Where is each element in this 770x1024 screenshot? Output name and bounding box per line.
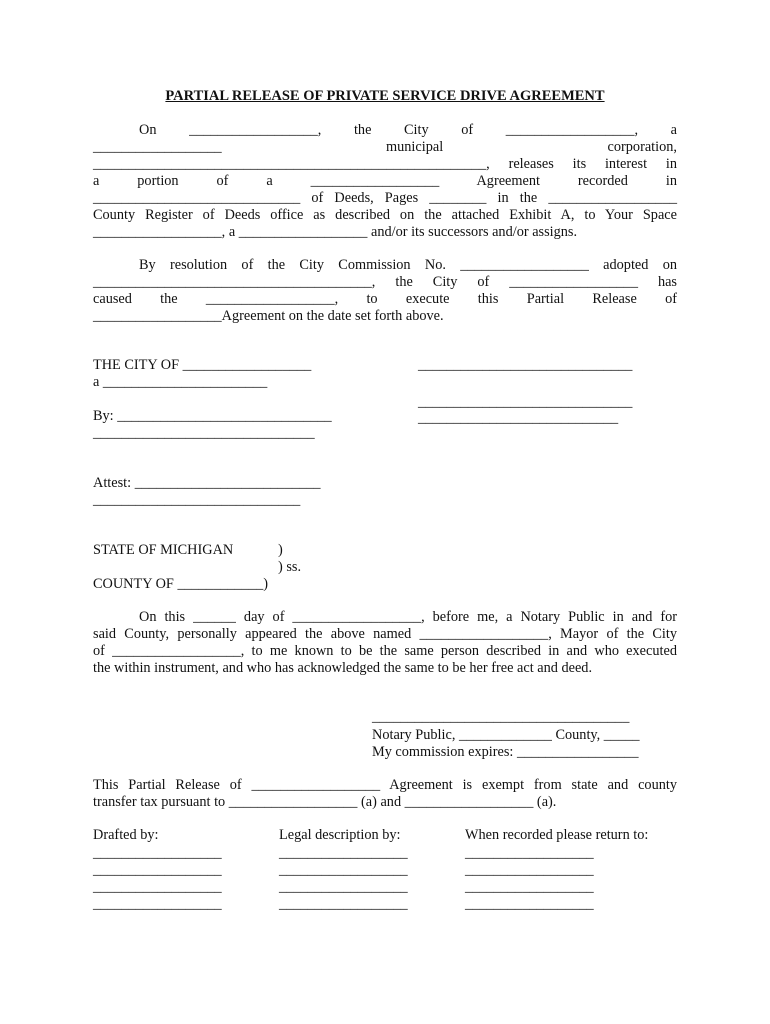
para2-line: By resolution of the City Commission No. __________________ adopted on	[139, 257, 677, 273]
right-signature-line: ____________________________	[418, 410, 619, 426]
drafted-by-blank: __________________	[93, 845, 222, 861]
drafted-by-label: Drafted by:	[93, 827, 159, 843]
return-to-blank: __________________	[465, 845, 594, 861]
para1-line: a portion of a __________________ Agreement recorded in	[93, 173, 677, 189]
para1-line: County Register of Deeds office as described on the attached Exhibit A, to Your Space	[93, 207, 677, 223]
para4-line: transfer tax pursuant to __________________ (a) and __________________ (a).	[93, 794, 557, 810]
legal-description-blank: __________________	[279, 862, 408, 878]
right-signature-line: ______________________________	[418, 357, 633, 373]
para3-line: the within instrument, and who has acknowledged the same to be her free act and deed.	[93, 660, 593, 676]
para1-line: On __________________, the City of __________________, a	[139, 122, 677, 138]
attest-name-line: _____________________________	[93, 492, 301, 508]
return-to-blank: __________________	[465, 862, 594, 878]
city-signature-line: THE CITY OF __________________	[93, 357, 312, 373]
legal-description-blank: __________________	[279, 879, 408, 895]
by-name-line: _______________________________	[93, 425, 315, 441]
return-to-blank: __________________	[465, 896, 594, 912]
attest-signature-line: Attest: __________________________	[93, 475, 321, 491]
legal-description-blank: __________________	[279, 896, 408, 912]
venue-paren: )	[278, 542, 283, 558]
venue-state: STATE OF MICHIGAN	[93, 542, 234, 558]
para1-line: _____________________________ of Deeds, Pages ________ in the __________________	[93, 190, 677, 206]
legal-description-label: Legal description by:	[279, 827, 401, 843]
para1-line: _______________________________________________________, releases its interest in	[93, 156, 677, 172]
notary-signature-line: ____________________________________	[372, 709, 630, 725]
venue-ss: ) ss.	[278, 559, 302, 575]
para1-line: __________________, a __________________ and/or its successors and/or assigns.	[93, 224, 578, 240]
para3-line: said County, personally appeared the above named __________________, Mayor of the City	[93, 626, 677, 642]
drafted-by-blank: __________________	[93, 879, 222, 895]
notary-county-line: Notary Public, _____________ County, _____	[372, 727, 640, 743]
para3-line: of __________________, to me known to be the same person described in and who executed	[93, 643, 677, 659]
right-signature-line: ______________________________	[418, 394, 633, 410]
para2-line: __________________Agreement on the date set forth above.	[93, 308, 444, 324]
para3-line: On this ______ day of __________________, before me, a Notary Public in and for	[139, 609, 677, 625]
legal-description-blank: __________________	[279, 845, 408, 861]
document-title: PARTIAL RELEASE OF PRIVATE SERVICE DRIVE AGREEMENT	[165, 88, 605, 104]
para2-line: caused the __________________, to execute this Partial Release of	[93, 291, 677, 307]
drafted-by-blank: __________________	[93, 896, 222, 912]
return-to-label: When recorded please return to:	[465, 827, 649, 843]
city-type-line: a _______________________	[93, 374, 268, 390]
notary-expires-line: My commission expires: _________________	[372, 744, 639, 760]
by-signature-line: By: ______________________________	[93, 408, 332, 424]
para4-line: This Partial Release of __________________ Agreement is exempt from state and county	[93, 777, 677, 793]
venue-county: COUNTY OF ____________)	[93, 576, 269, 592]
drafted-by-blank: __________________	[93, 862, 222, 878]
para2-line: _______________________________________, the City of __________________ has	[93, 274, 677, 290]
para1-line: __________________ municipal corporation,	[93, 139, 677, 155]
return-to-blank: __________________	[465, 879, 594, 895]
